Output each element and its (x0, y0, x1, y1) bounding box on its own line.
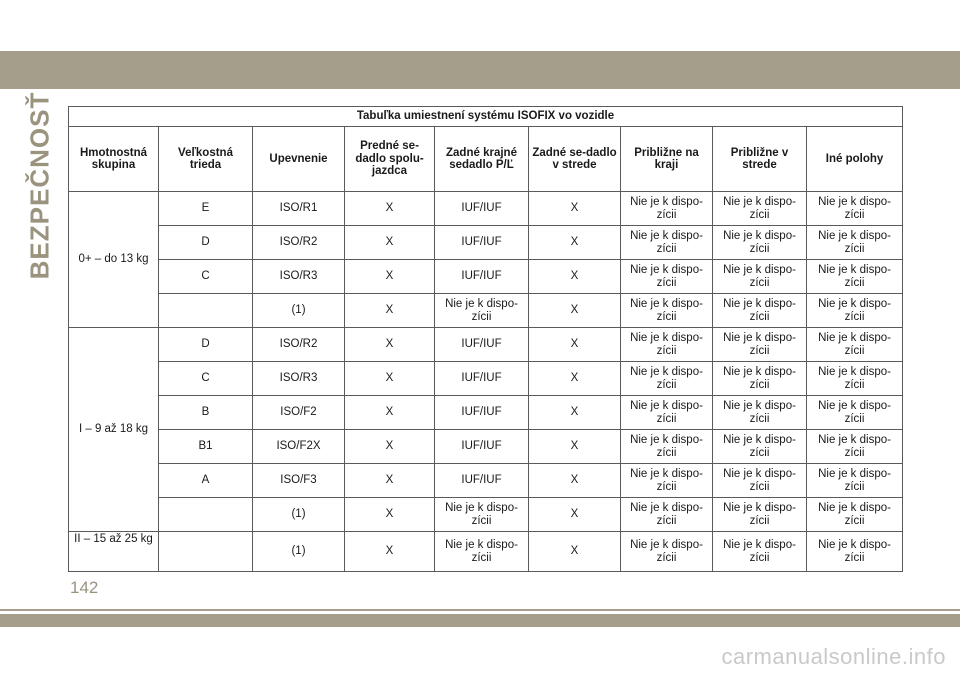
table-cell: X (529, 464, 621, 498)
table-cell: X (529, 498, 621, 532)
table-cell: IUF/IUF (435, 192, 529, 226)
footer-line (0, 609, 960, 611)
table-row (69, 430, 903, 464)
table-cell: Nie je k dispo-zícii (807, 328, 903, 362)
table-header-row (69, 127, 903, 192)
page-number: 142 (70, 578, 99, 597)
table-cell: Nie je k dispo-zícii (713, 260, 807, 294)
table-cell: Nie je k dispo-zícii (621, 226, 713, 260)
table-cell: X (529, 396, 621, 430)
table-cell: Nie je k dispo-zícii (713, 328, 807, 362)
table-cell: X (529, 226, 621, 260)
table-row (69, 464, 903, 498)
table-cell: IUF/IUF (435, 430, 529, 464)
column-header: Upevnenie (253, 127, 345, 192)
table-cell: X (345, 532, 435, 572)
table-cell: X (345, 430, 435, 464)
table-cell: X (529, 260, 621, 294)
table-cell: Nie je k dispo-zícii (621, 396, 713, 430)
table-row (69, 532, 903, 572)
table-cell: Nie je k dispo-zícii (713, 192, 807, 226)
table-cell: Nie je k dispo-zícii (807, 498, 903, 532)
table-cell: X (345, 192, 435, 226)
section-label (21, 91, 59, 279)
table-cell: Nie je k dispo-zícii (713, 226, 807, 260)
table-cell: Nie je k dispo-zícii (621, 464, 713, 498)
table-cell: X (345, 464, 435, 498)
isofix-table (68, 106, 903, 572)
table-row (69, 226, 903, 260)
table-row (69, 192, 903, 226)
column-header: Približne v strede (713, 127, 807, 192)
table-cell: Nie je k dispo-zícii (621, 532, 713, 572)
table-cell: IUF/IUF (435, 328, 529, 362)
column-header: Predné se-dadlo spolu-jazdca (345, 127, 435, 192)
table-cell: Nie je k dispo-zícii (807, 192, 903, 226)
table-cell: D (159, 226, 253, 260)
table-cell (159, 294, 253, 328)
table-cell: IUF/IUF (435, 226, 529, 260)
table-cell: X (345, 328, 435, 362)
table-cell: (1) (253, 532, 345, 572)
table-cell: X (529, 430, 621, 464)
table-cell (159, 532, 253, 572)
table-cell: Nie je k dispo-zícii (807, 226, 903, 260)
table-cell: C (159, 362, 253, 396)
table-row (69, 328, 903, 362)
table-cell: C (159, 260, 253, 294)
table-cell: Nie je k dispo-zícii (621, 260, 713, 294)
table-cell: Nie je k dispo-zícii (621, 362, 713, 396)
table-cell: Nie je k dispo-zícii (807, 396, 903, 430)
table-cell: IUF/IUF (435, 362, 529, 396)
table-cell: E (159, 192, 253, 226)
table-row (69, 396, 903, 430)
table-cell: X (529, 192, 621, 226)
table-cell: Nie je k dispo-zícii (713, 396, 807, 430)
table-cell (159, 498, 253, 532)
table-cell: B1 (159, 430, 253, 464)
column-header: Veľkostná trieda (159, 127, 253, 192)
table-cell: Nie je k dispo-zícii (621, 192, 713, 226)
table-cell: X (345, 294, 435, 328)
table-cell: Nie je k dispo-zícii (435, 294, 529, 328)
watermark: carmanualsonline.info (721, 644, 946, 669)
table-cell: ISO/F2X (253, 430, 345, 464)
table-cell: ISO/R2 (253, 226, 345, 260)
weight-group-cell: I – 9 až 18 kg (69, 328, 159, 532)
table-cell: X (529, 532, 621, 572)
weight-group-cell: II – 15 až 25 kg (69, 532, 159, 572)
column-header: Hmotnostná skupina (69, 127, 159, 192)
table-cell: IUF/IUF (435, 260, 529, 294)
table-cell: ISO/R3 (253, 260, 345, 294)
table-cell: X (529, 362, 621, 396)
table-cell: Nie je k dispo-zícii (713, 294, 807, 328)
table-cell: X (529, 294, 621, 328)
table-row (69, 362, 903, 396)
table-cell: X (345, 362, 435, 396)
table-cell: Nie je k dispo-zícii (713, 430, 807, 464)
table-cell: A (159, 464, 253, 498)
table-cell: Nie je k dispo-zícii (713, 362, 807, 396)
table-cell: B (159, 396, 253, 430)
table-cell: Nie je k dispo-zícii (807, 532, 903, 572)
section-label-text: BEZPEČNOSŤ (24, 91, 55, 279)
table-cell: D (159, 328, 253, 362)
header-band (0, 51, 960, 89)
table-cell: X (345, 226, 435, 260)
table-cell: Nie je k dispo-zícii (713, 498, 807, 532)
table-row (69, 294, 903, 328)
table-cell: Nie je k dispo-zícii (713, 532, 807, 572)
column-header: Približne na kraji (621, 127, 713, 192)
column-header: Zadné se-dadlo v strede (529, 127, 621, 192)
footer-band (0, 614, 960, 627)
column-header: Zadné krajné sedadlo P/Ľ (435, 127, 529, 192)
table-cell: X (529, 328, 621, 362)
table-cell: Nie je k dispo-zícii (807, 362, 903, 396)
table-cell: Nie je k dispo-zícii (621, 430, 713, 464)
table-cell: ISO/R3 (253, 362, 345, 396)
table-cell: Nie je k dispo-zícii (807, 260, 903, 294)
table-cell: IUF/IUF (435, 396, 529, 430)
table-cell: ISO/R1 (253, 192, 345, 226)
table-cell: Nie je k dispo-zícii (435, 498, 529, 532)
table-caption: Tabuľka umiestnení systému ISOFIX vo vozidle (69, 107, 903, 127)
table-cell: X (345, 396, 435, 430)
table-cell: (1) (253, 498, 345, 532)
table-row (69, 260, 903, 294)
table-cell: X (345, 260, 435, 294)
table-cell: Nie je k dispo-zícii (621, 498, 713, 532)
weight-group-cell: 0+ – do 13 kg (69, 192, 159, 328)
table-cell: Nie je k dispo-zícii (807, 464, 903, 498)
table-cell: Nie je k dispo-zícii (807, 294, 903, 328)
table-cell: ISO/R2 (253, 328, 345, 362)
table-cell: Nie je k dispo-zícii (435, 532, 529, 572)
column-header: Iné polohy (807, 127, 903, 192)
table-cell: Nie je k dispo-zícii (713, 464, 807, 498)
table-cell: Nie je k dispo-zícii (807, 430, 903, 464)
table-cell: IUF/IUF (435, 464, 529, 498)
table-row (69, 498, 903, 532)
table-cell: ISO/F2 (253, 396, 345, 430)
table-cell: (1) (253, 294, 345, 328)
table-cell: Nie je k dispo-zícii (621, 294, 713, 328)
table-body (69, 192, 903, 572)
table-cell: ISO/F3 (253, 464, 345, 498)
table-cell: X (345, 498, 435, 532)
table-cell: Nie je k dispo-zícii (621, 328, 713, 362)
